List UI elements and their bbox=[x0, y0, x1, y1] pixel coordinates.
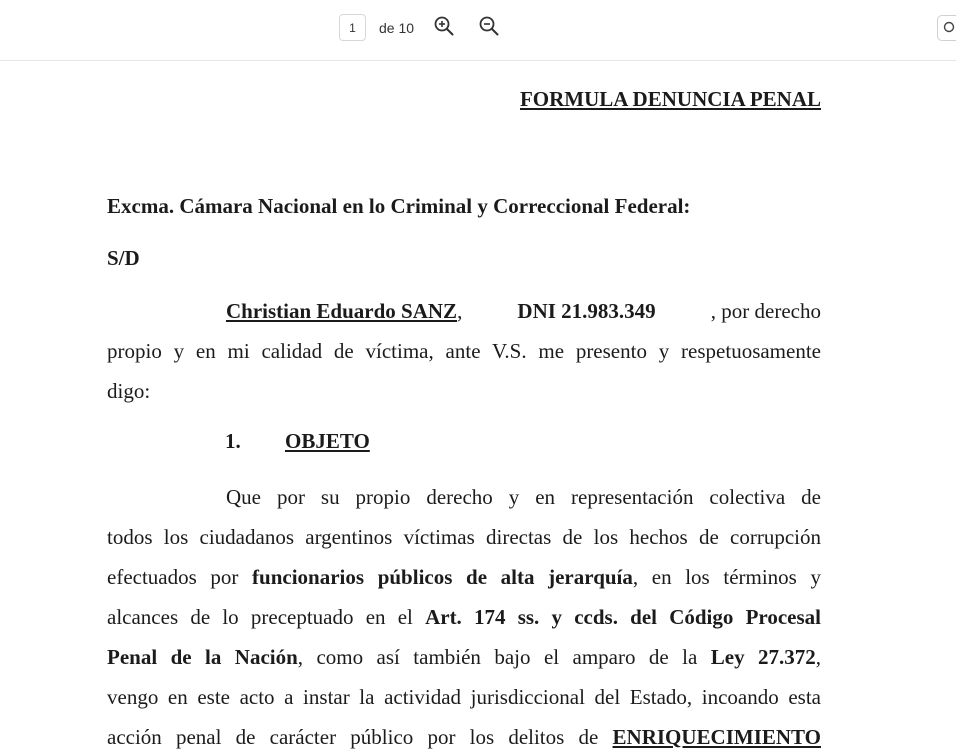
body-line-1: Que por su propio derecho y en representación colectiva de bbox=[226, 485, 821, 509]
search-button[interactable] bbox=[937, 15, 956, 41]
intro-paragraph bbox=[107, 291, 821, 411]
addressee: Excma. Cámara Nacional en lo Criminal y Correccional Federal: bbox=[107, 194, 691, 218]
complainant-dni: DNI 21.983.349 bbox=[517, 299, 656, 323]
zoom-in-button[interactable] bbox=[433, 15, 455, 37]
intro-line-2: propio y en mi calidad de víctima, ante V.S. me presento y respetuosamente bbox=[107, 339, 821, 363]
zoom-out-button[interactable] bbox=[478, 15, 500, 37]
body-line-6: vengo en este acto a instar la actividad jurisdiccional del Estado, incoando esta bbox=[107, 685, 821, 709]
body-text: , en los términos y bbox=[632, 565, 821, 589]
zoom-out-icon bbox=[478, 15, 500, 37]
intro-line-1 bbox=[107, 291, 821, 331]
comma: , bbox=[457, 299, 463, 323]
body-bold-text: Penal de la Nación bbox=[107, 645, 298, 669]
objeto-paragraph bbox=[107, 477, 821, 752]
body-bold-text: funcionarios públicos de alta jerarquía bbox=[252, 565, 633, 589]
body-line-4 bbox=[107, 597, 821, 637]
document-title: FORMULA DENUNCIA PENAL bbox=[519, 87, 821, 111]
page-number-input[interactable] bbox=[339, 14, 366, 41]
body-text: , como así también bajo el amparo de la bbox=[297, 645, 711, 669]
intro-rest-1: , por derecho bbox=[710, 299, 821, 323]
section-title: OBJETO bbox=[285, 429, 370, 453]
body-bold-underlined-text: ENRIQUECIMIENTO bbox=[612, 725, 821, 749]
viewer-toolbar bbox=[0, 0, 956, 61]
body-text: acción penal de carácter público por los delitos de bbox=[107, 725, 613, 749]
body-bold-text: Art. 174 ss. y ccds. del Código Procesal bbox=[425, 605, 821, 629]
intro-line-3: digo: bbox=[107, 379, 151, 403]
complainant-name: Christian Eduardo SANZ bbox=[226, 299, 458, 323]
section-heading bbox=[225, 429, 370, 453]
body-text: , bbox=[815, 645, 822, 669]
body-line-7 bbox=[107, 717, 821, 752]
document-page bbox=[0, 61, 956, 752]
body-line-2: todos los ciudadanos argentinos víctimas directas de los hechos de corrupción bbox=[107, 525, 821, 549]
body-text: alcances de lo preceptuado en el bbox=[107, 605, 426, 629]
body-text: efectuados por bbox=[107, 565, 253, 589]
body-line-5 bbox=[107, 637, 821, 677]
body-line-3 bbox=[107, 557, 821, 597]
section-number: 1. bbox=[225, 429, 241, 453]
zoom-in-icon bbox=[433, 15, 455, 37]
page-total-label: de 10 bbox=[379, 20, 415, 36]
sd-line: S/D bbox=[107, 246, 140, 270]
search-icon bbox=[943, 21, 956, 35]
body-bold-text: Ley 27.372 bbox=[710, 645, 816, 669]
